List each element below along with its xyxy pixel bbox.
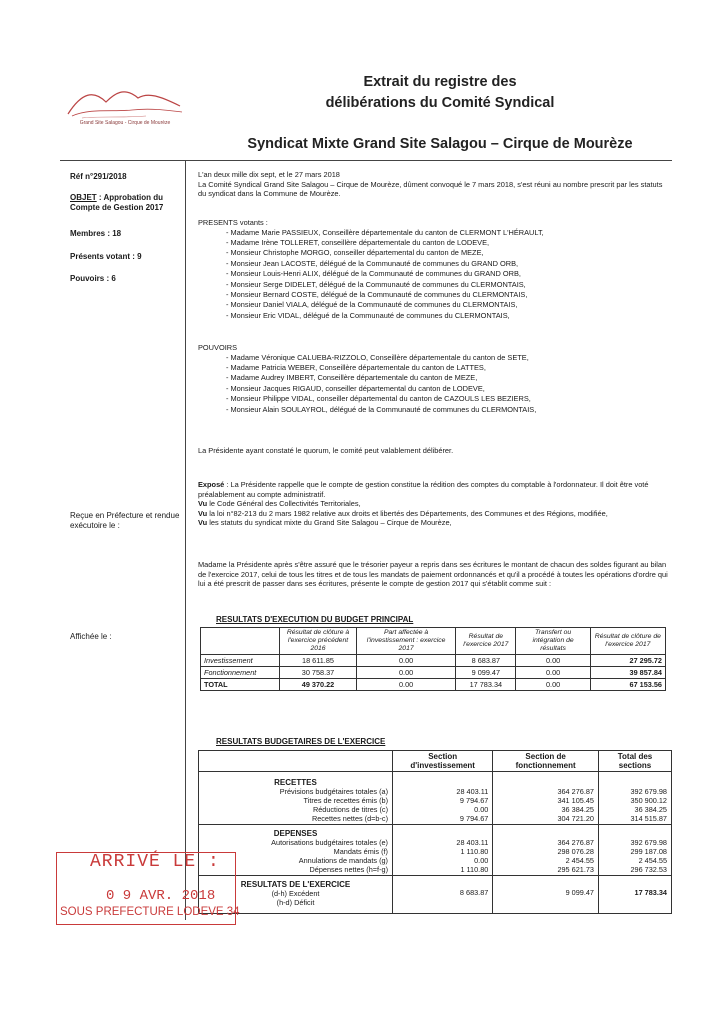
list-item: - Madame Marie PASSIEUX, Conseillère départementale du canton de CLERMONT L'HÉRAULT,	[226, 228, 668, 238]
row-label: Autorisations budgétaires totales (e)	[271, 838, 388, 847]
value: 304 721.20	[557, 814, 594, 823]
table-cell	[393, 772, 493, 825]
value: 0.00	[474, 856, 489, 865]
value: 296 732.53	[630, 865, 667, 874]
list-item: - Monsieur Louis-Henri ALIX, délégué de la Communauté de communes du GRAND ORB,	[226, 269, 668, 279]
table-cell	[598, 772, 671, 825]
presents-list	[198, 228, 668, 322]
expose-label: Exposé	[198, 480, 225, 489]
table-header-cell: Transfert ou intégration de résultats	[516, 628, 590, 655]
table-cell: 49 370.22	[280, 679, 357, 691]
table-cell	[493, 825, 599, 876]
value: 314 515.87	[630, 814, 667, 823]
vu-text: le Code Général des Collectivités Territoriales,	[207, 499, 361, 509]
vu-2	[198, 509, 668, 519]
value: 9 794.67	[459, 814, 489, 823]
table-cell: 8 683.87	[393, 876, 493, 914]
list-item: - Madame Patricia WEBER, Conseillère départementale du canton de LATTES,	[226, 363, 668, 373]
vu-1	[198, 499, 668, 509]
list-item: - Monsieur Bernard COSTE, délégué de la Communauté de communes du CLERMONTAIS,	[226, 290, 668, 300]
logo-caption: Grand Site Salagou - Cirque de Mourèze	[79, 120, 171, 126]
stamp-date: 0 9 AVR. 2018	[106, 888, 216, 904]
pouvoirs-count: Pouvoirs : 6	[70, 274, 116, 283]
row-label: Mandats émis (f)	[333, 847, 388, 856]
budget-results-table	[198, 750, 672, 914]
list-item: - Madame Véronique CALUEBA-RIZZOLO, Conseillère départementale du canton de SETE,	[226, 353, 668, 363]
title-line-1: Extrait du registre des	[363, 74, 517, 90]
list-item: - Monsieur Jean LACOSTE, délégué de la Communauté de communes du GRAND ORB,	[226, 259, 668, 269]
quorum-text: La Présidente ayant constaté le quorum, le comité peut valablement délibérer.	[198, 446, 454, 455]
column-rule	[185, 160, 186, 920]
table-row	[199, 825, 672, 876]
value: 350 900.12	[630, 796, 667, 805]
value: 341 105.45	[557, 796, 594, 805]
table-cell	[598, 825, 671, 876]
value: 36 384.25	[634, 805, 667, 814]
value: 9 794.67	[459, 796, 489, 805]
table-header-cell: Section d'investissement	[393, 751, 493, 772]
list-item: - Monsieur Jacques RIGAUD, conseiller départemental du canton de LODEVE,	[226, 384, 668, 394]
table-row	[201, 667, 666, 679]
row-label: (d-h) Excédent	[271, 889, 320, 898]
table-cell: 9 099.47	[493, 876, 599, 914]
value: 364 276.87	[557, 838, 594, 847]
list-item: - Madame Irène TOLLERET, conseillère départementale du canton de LODEVE,	[226, 238, 668, 248]
presents-label: PRESENTS votants :	[198, 218, 268, 227]
pouvoirs-label: POUVOIRS	[198, 343, 238, 352]
list-item: - Monsieur Alain SOULAYROL, délégué de la Communauté de communes du CLERMONTAIS,	[226, 405, 668, 415]
value: 298 076.28	[557, 847, 594, 856]
affichee-label: Affichée le :	[70, 632, 112, 641]
row-label: Recettes nettes (d=b-c)	[311, 814, 388, 823]
table-header-cell: Résultat de l'exercice 2017	[456, 628, 516, 655]
table-cell: Fonctionnement	[201, 667, 280, 679]
table2-title: RESULTATS BUDGETAIRES DE L'EXERCICE	[216, 737, 386, 746]
table-cell: 17 783.34	[598, 876, 671, 914]
table-header-cell	[201, 628, 280, 655]
stamp-title: ARRIVÉ LE :	[90, 852, 220, 872]
objet-text: : Approbation du Compte de Gestion 2017	[70, 193, 164, 212]
table-cell: 18 611.85	[280, 655, 357, 667]
table-cell: TOTAL	[201, 679, 280, 691]
intro-date: L'an deux mille dix sept, et le 27 mars 2018	[198, 170, 340, 179]
objet	[70, 193, 182, 213]
depenses-label: DEPENSES	[273, 829, 318, 838]
table-cell: 0.00	[516, 655, 590, 667]
list-item: - Monsieur Christophe MORGO, conseiller départemental du canton de MEZE,	[226, 248, 668, 258]
value: 28 403.11	[456, 838, 489, 847]
table-cell: 9 099.47	[456, 667, 516, 679]
expose	[198, 480, 668, 499]
list-item: - Madame Audrey IMBERT, Conseillère départementale du canton de MEZE,	[226, 373, 668, 383]
table-cell: 17 783.34	[456, 679, 516, 691]
vu-3	[198, 518, 668, 528]
pouvoirs-section	[198, 343, 668, 415]
table-cell: 0.00	[516, 679, 590, 691]
table-cell: 0.00	[357, 667, 456, 679]
table-header-cell: Part affectée à l'investissement : exercice 2017	[357, 628, 456, 655]
table-cell	[199, 772, 393, 825]
list-item: - Monsieur Philippe VIDAL, conseiller départemental du canton de CAZOULS LES BEZIERS,	[226, 394, 668, 404]
table-cell: 0.00	[357, 679, 456, 691]
table-header-cell: Total des sections	[598, 751, 671, 772]
presents-section	[198, 218, 668, 321]
stamp-place: SOUS PREFECTURE LODEVE 34	[60, 906, 240, 918]
header-rule	[60, 160, 672, 161]
row-label: Prévisions budgétaires totales (a)	[279, 787, 388, 796]
table-row	[199, 876, 672, 914]
title-line-2: délibérations du Comité Syndical	[325, 95, 555, 111]
value: 2 454.55	[638, 856, 667, 865]
table-cell: 0.00	[357, 655, 456, 667]
presents-count: Présents votant : 9	[70, 252, 142, 261]
value: 299 187.08	[630, 847, 667, 856]
table-total-row	[201, 679, 666, 691]
table-cell: 0.00	[516, 667, 590, 679]
table-header-cell	[199, 751, 393, 772]
resultats-label: RESULTATS DE L'EXERCICE	[240, 880, 351, 889]
list-item: - Monsieur Eric VIDAL, délégué de la Communauté de communes du CLERMONTAIS,	[226, 311, 668, 321]
value: 36 384.25	[561, 805, 594, 814]
membres-count: Membres : 18	[70, 229, 122, 238]
table-header-cell: Résultat de clôture à l'exercice précédent 2016	[280, 628, 357, 655]
table-row	[201, 655, 666, 667]
table-cell: 27 295.72	[590, 655, 665, 667]
value: 0.00	[474, 805, 489, 814]
list-item: - Monsieur Serge DIDELET, délégué de la Communauté de communes du CLERMONTAIS,	[226, 280, 668, 290]
vu-prefix: Vu	[198, 508, 208, 518]
vu-prefix: Vu	[198, 518, 208, 528]
value: 392 679.98	[630, 787, 667, 796]
vu-prefix: Vu	[198, 499, 208, 509]
objet-label: OBJET	[70, 193, 97, 202]
organisation-name: Syndicat Mixte Grand Site Salagou – Cirque de Mourèze	[247, 136, 633, 152]
table-row	[199, 772, 672, 825]
value: 295 621.73	[557, 865, 594, 874]
row-label: Réductions de titres (c)	[312, 805, 388, 814]
expose-text: : La Présidente rappelle que le compte de gestion constitue la rédition des comptes du comptable à l'ordonnateur. Il doit être voté préalablement au compte administratif.	[198, 480, 649, 499]
execution-table	[200, 627, 666, 691]
table-cell	[393, 825, 493, 876]
table-header-cell: Résultat de clôture de l'exercice 2017	[590, 628, 665, 655]
table-cell: 39 857.84	[590, 667, 665, 679]
expose-block	[198, 480, 668, 528]
intro	[198, 170, 668, 199]
vu-text: la loi n°82-213 du 2 mars 1982 relative aux droits et libertés des Départements, des Communes et des Régions, modifiée,	[207, 508, 608, 518]
table-cell: 30 758.37	[280, 667, 357, 679]
table1-title: RESULTATS D'EXECUTION DU BUDGET PRINCIPAL	[216, 615, 414, 624]
main-paragraph: Madame la Présidente après s'être assuré que le trésorier payeur a repris dans ses écritures le montant de chacun des soldes figurant au bilan de l'exercice 2017, celui de tous les titres et de tous les mandats de paiement ordonnancés et qu'il a procédé à toutes les opérations d'ordre qui lui a été prescrit de passer dans ses écritures, présente le compte de gestion 2017 qui s'établit comme suit :	[198, 560, 668, 589]
row-label: Dépenses nettes (h=f-g)	[309, 865, 388, 874]
row-label: Annulations de mandats (g)	[298, 856, 388, 865]
document-title	[200, 72, 680, 114]
table-cell: 8 683.87	[456, 655, 516, 667]
value: 1 110.80	[460, 865, 489, 874]
value: 392 679.98	[630, 838, 667, 847]
value: 1 110.80	[460, 847, 489, 856]
pouvoirs-list	[198, 353, 668, 415]
value: 2 454.55	[565, 856, 594, 865]
list-item: - Monsieur Daniel VIALA, délégué de la Communauté de communes du CLERMONTAIS,	[226, 300, 668, 310]
row-label: Titres de recettes émis (b)	[303, 796, 388, 805]
table-header-row	[199, 751, 672, 772]
reference-number: Réf n°291/2018	[70, 172, 127, 181]
table-cell: Investissement	[201, 655, 280, 667]
table-cell: 67 153.56	[590, 679, 665, 691]
vu-text: les statuts du syndicat mixte du Grand Site Salagou – Cirque de Mourèze,	[207, 518, 452, 528]
recettes-label: RECETTES	[274, 778, 317, 787]
value: 364 276.87	[557, 787, 594, 796]
table-header-cell: Section de fonctionnement	[493, 751, 599, 772]
value: 28 403.11	[456, 787, 489, 796]
table-cell	[493, 772, 599, 825]
intro-text: La Comité Syndical Grand Site Salagou – Cirque de Mourèze, dûment convoqué le 7 mars 2018, s'est réuni au nombre prescrit par les statuts du syndicat dans la Commune de Mourèze.	[198, 179, 663, 199]
prefecture-label: Reçue en Préfecture et rendue exécutoire le :	[70, 511, 180, 530]
table-header-row	[201, 628, 666, 655]
row-label: (h-d) Déficit	[276, 898, 315, 907]
